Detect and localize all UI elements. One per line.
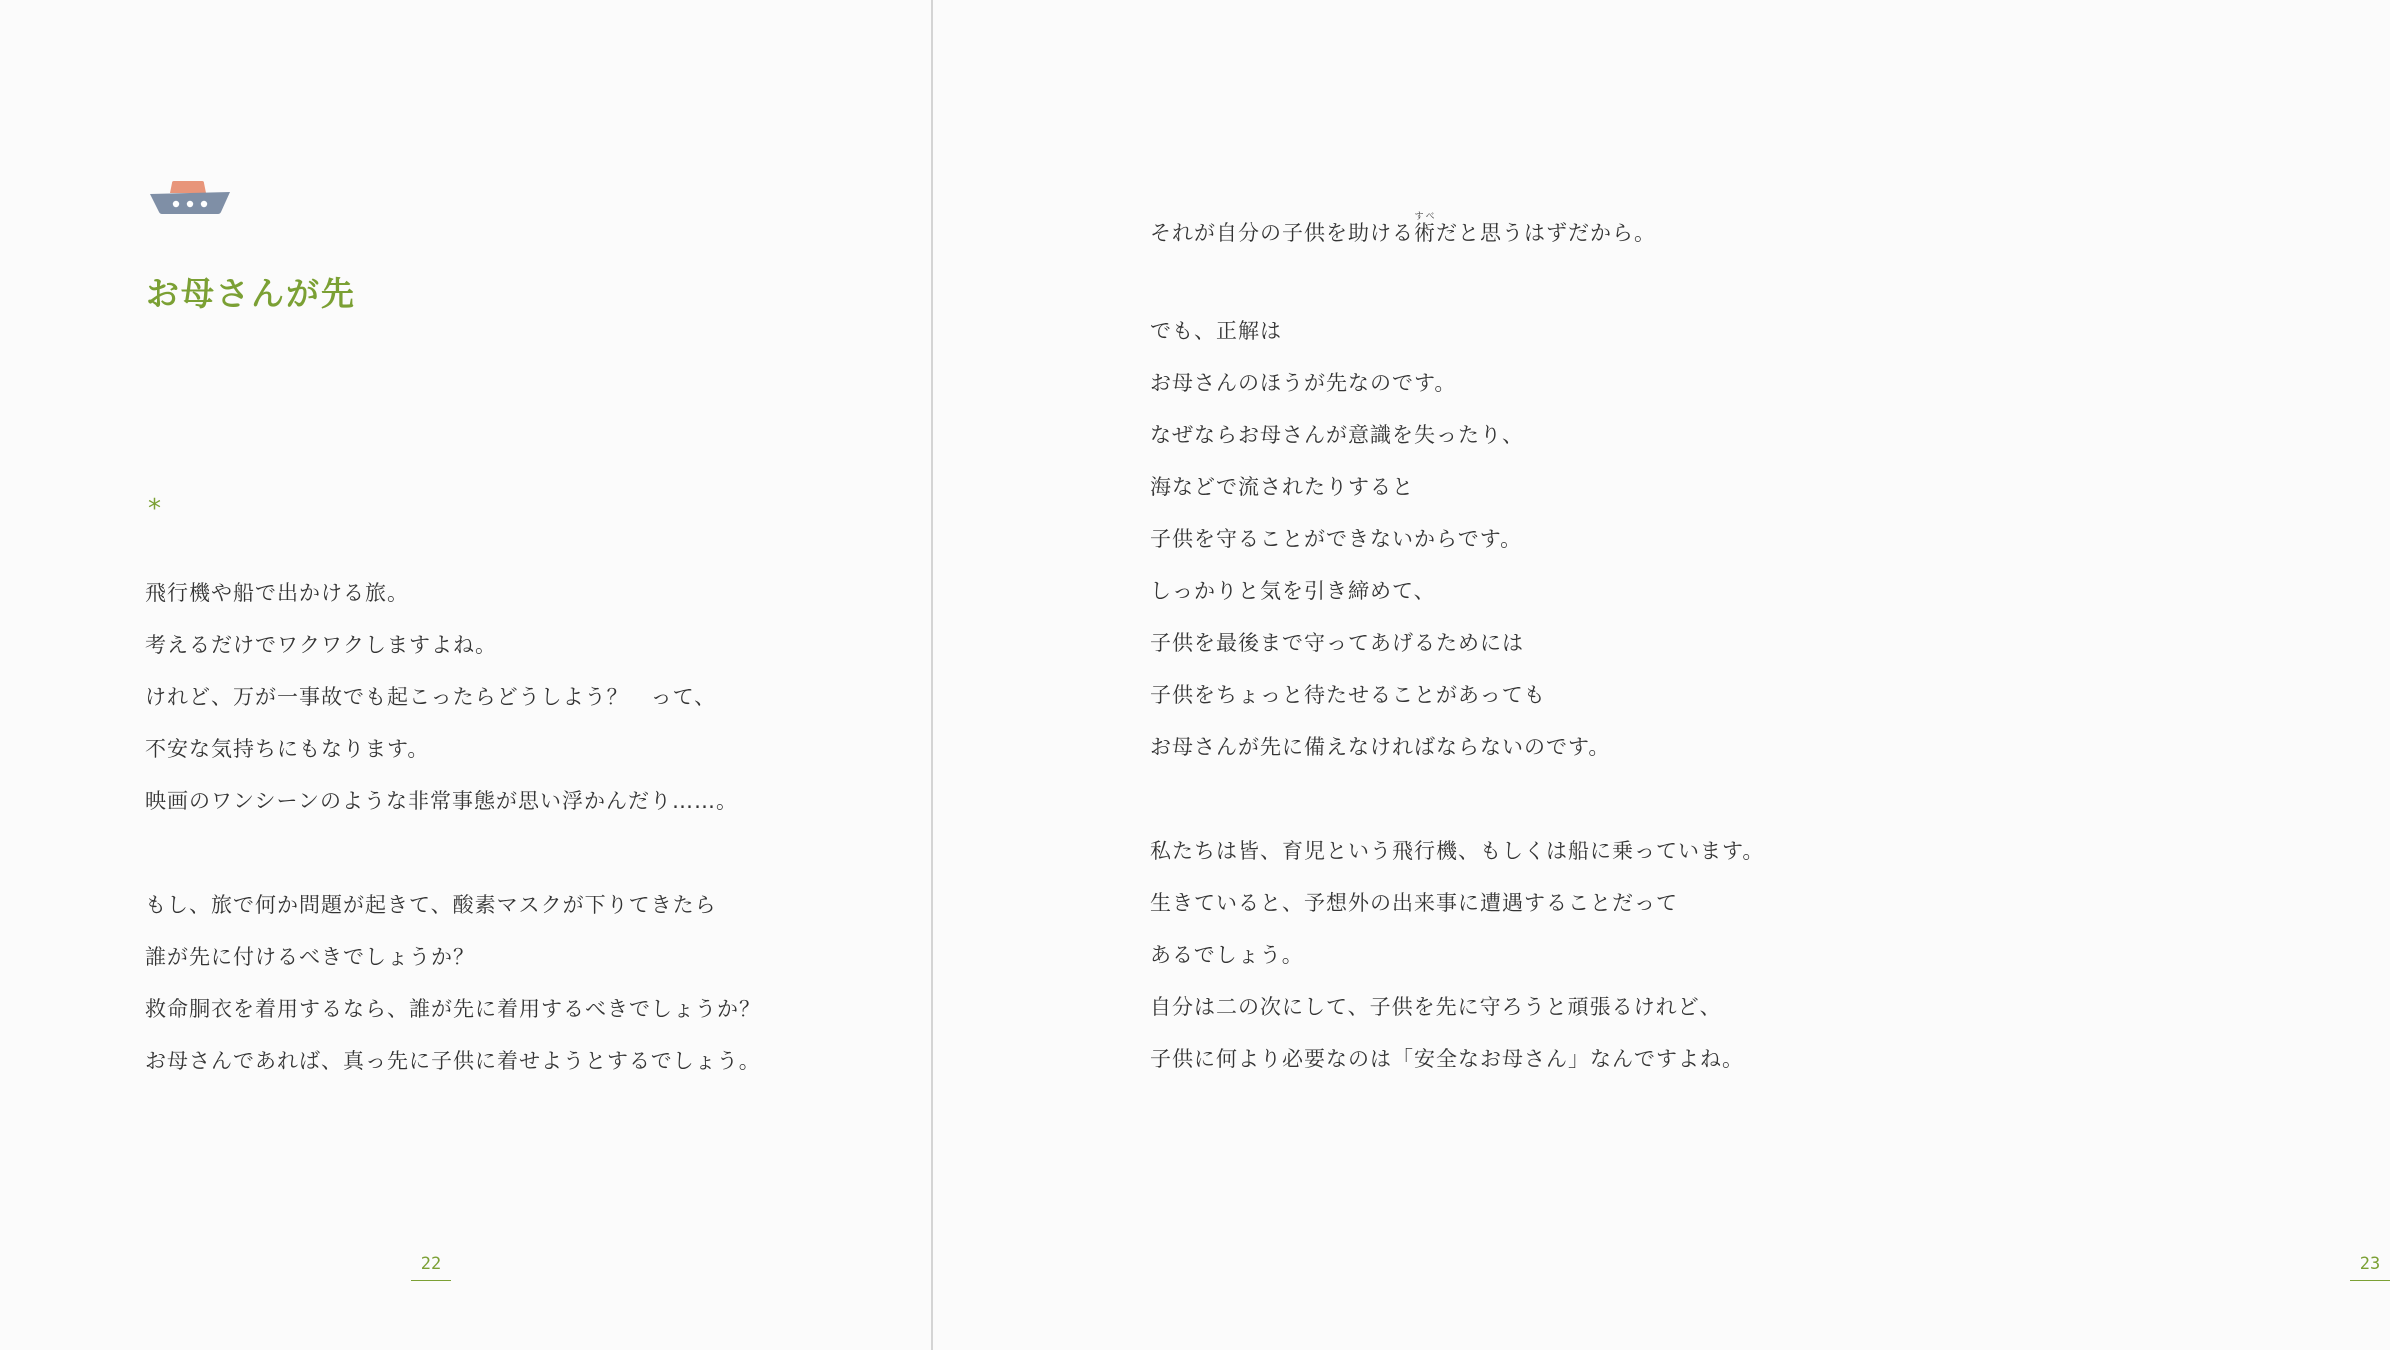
text-line: 不安な気持ちにもなります。 [145,737,430,761]
text-line: あるでしょう。 [1150,943,1304,967]
ruby-annotation: すべ [1414,212,1436,222]
text-line: 子供を最後まで守ってあげるためには [1150,631,1524,655]
left-page [0,0,932,1350]
text-line: お母さんであれば、真っ先に子供に着せようとするでしょう。 [145,1049,761,1073]
text-line: けれど、万が一事故でも起こったらどうしよう？ って、 [145,685,717,709]
text-line: でも、正解は [1150,319,1282,343]
page-number-right: 23 [2350,1254,2390,1281]
text-line: 子供に何より必要なのは「安全なお母さん」なんですよね。 [1150,1047,1744,1071]
page-number-left: 22 [411,1254,451,1281]
text-line: 自分は二の次にして、子供を先に守ろうと頑張るけれど、 [1150,995,1722,1019]
text-line: もし、旅で何か問題が起きて、酸素マスクが下りてきたら [145,893,717,917]
text-line: 私たちは皆、育児という飛行機、もしくは船に乗っています。 [1150,839,1765,863]
text-line: 海などで流されたりすると [1150,475,1414,499]
gutter-divider [931,0,933,1350]
text-line: 生きていると、予想外の出来事に遭遇することだって [1150,891,1678,915]
text-line: お母さんのほうが先なのです。 [1150,371,1457,395]
text-line: お母さんが先に備えなければならないのです。 [1150,735,1611,759]
text-line: なぜならお母さんが意識を失ったり、 [1150,423,1524,447]
text-line: 救命胴衣を着用するなら、誰が先に着用するべきでしょうか？ [145,997,761,1021]
ship-icon [150,180,230,220]
chapter-title: お母さんが先 [146,274,356,313]
text-line: 飛行機や船で出かける旅。 [145,581,409,605]
text-line: 子供をちょっと待たせることがあっても [1150,683,1546,707]
text-line: 誰が先に付けるべきでしょうか？ [145,945,475,969]
text-line-ruby: それが自分の子供を助ける術すべだと思うはずだから。 [1150,212,1656,245]
text-line: 子供を守ることができないからです。 [1150,527,1523,551]
section-mark: * [148,494,161,524]
text-line: しっかりと気を引き締めて、 [1150,579,1436,603]
text-line: 考えるだけでワクワクしますよね。 [145,633,497,657]
right-page [934,0,2381,1350]
text-line: 映画のワンシーンのような非常事態が思い浮かんだり……。 [145,789,739,813]
